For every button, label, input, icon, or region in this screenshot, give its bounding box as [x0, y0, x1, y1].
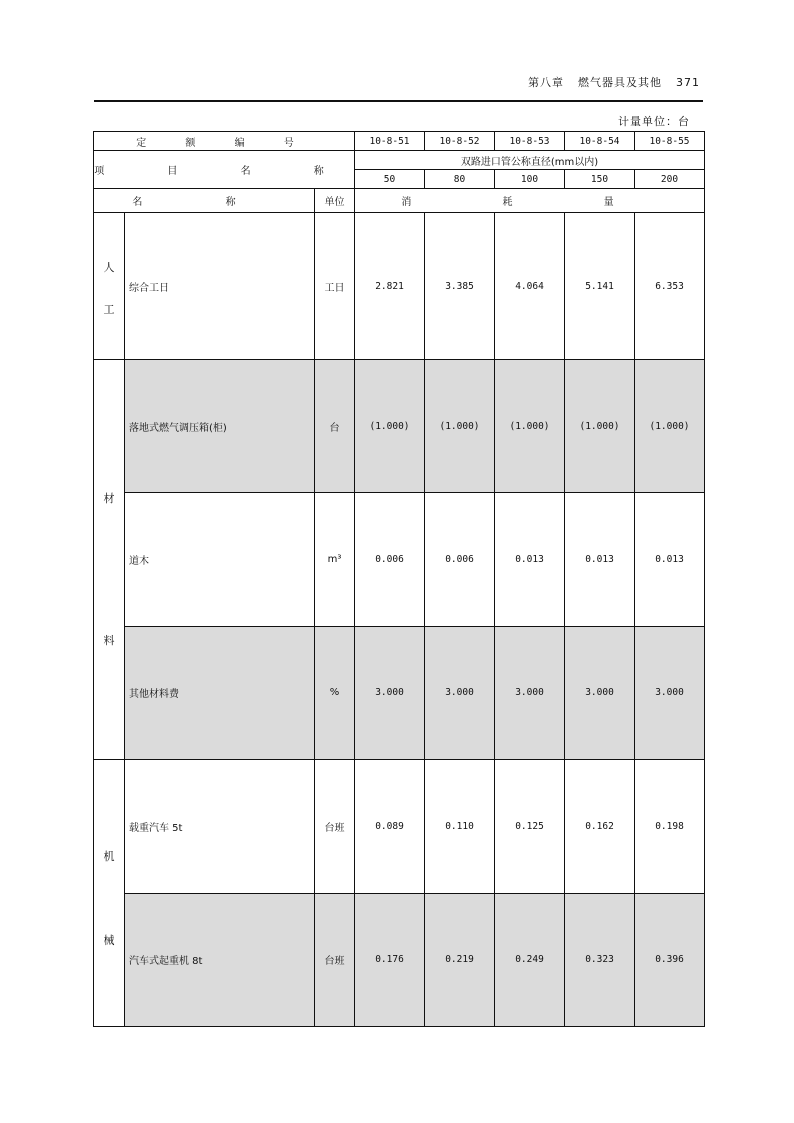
item-name-label [94, 151, 355, 189]
quota-no-text: 定 额 编 号 [136, 137, 312, 149]
value-cell: 0.013 [635, 493, 705, 626]
value-cell: 0.219 [425, 893, 495, 1027]
chapter-label: 第八章 [528, 76, 564, 89]
item-unit: 台 [315, 360, 355, 493]
header-rule [94, 100, 703, 102]
category-char: 料 [103, 634, 115, 647]
table-row [94, 760, 705, 894]
value-cell: 0.323 [565, 893, 635, 1027]
value-cell: 0.089 [355, 760, 425, 894]
item-unit: m³ [315, 493, 355, 626]
value-cell: 0.249 [495, 893, 565, 1027]
item-unit: % [315, 626, 355, 759]
name-column-text: 名 称 [132, 197, 276, 208]
quota-no-label [94, 132, 355, 151]
item-unit: 台班 [315, 760, 355, 894]
item-name: 综合工日 [125, 213, 315, 360]
quota-table [93, 131, 705, 1027]
value-cell: 3.000 [495, 626, 565, 759]
value-cell: (1.000) [355, 360, 425, 493]
table-row [94, 360, 705, 493]
value-cell: 0.013 [495, 493, 565, 626]
value-cell: 0.396 [635, 893, 705, 1027]
quota-code: 10-8-52 [425, 132, 495, 151]
value-cell: 6.353 [635, 213, 705, 360]
value-cell: 0.110 [425, 760, 495, 894]
value-cell: 0.162 [565, 760, 635, 894]
diameter-value: 50 [355, 170, 425, 189]
item-name: 载重汽车 5t [125, 760, 315, 894]
item-name: 道木 [125, 493, 315, 626]
category-char: 工 [103, 303, 115, 316]
column-header-row [94, 189, 705, 213]
value-cell: 3.000 [425, 626, 495, 759]
diameter-label-row [94, 151, 705, 170]
category-char: 机 [103, 850, 115, 863]
diameter-value: 100 [495, 170, 565, 189]
value-cell: (1.000) [635, 360, 705, 493]
item-unit: 台班 [315, 893, 355, 1027]
quota-code: 10-8-55 [635, 132, 705, 151]
page-number: 371 [676, 76, 700, 89]
value-cell: 0.198 [635, 760, 705, 894]
value-cell: 3.000 [635, 626, 705, 759]
category-material [94, 360, 125, 760]
value-cell: 0.006 [425, 493, 495, 626]
quota-code: 10-8-53 [495, 132, 565, 151]
category-labor [94, 213, 125, 360]
value-cell: 0.125 [495, 760, 565, 894]
value-cell: 0.013 [565, 493, 635, 626]
consumption-header [355, 189, 705, 213]
name-column-header [94, 189, 315, 213]
item-name-text: 项 目 名 称 [94, 166, 354, 177]
diameter-value: 200 [635, 170, 705, 189]
table-row [94, 626, 705, 759]
category-machine [94, 760, 125, 1027]
value-cell: 0.006 [355, 493, 425, 626]
table-row [94, 493, 705, 626]
table-row [94, 893, 705, 1027]
item-name: 落地式燃气调压箱(柜) [125, 360, 315, 493]
value-cell: 0.176 [355, 893, 425, 1027]
value-cell: (1.000) [565, 360, 635, 493]
category-char: 材 [103, 492, 115, 505]
value-cell: 3.000 [565, 626, 635, 759]
page-header [0, 74, 700, 90]
unit-column-header: 单位 [315, 189, 355, 213]
quota-code: 10-8-51 [355, 132, 425, 151]
item-unit: 工日 [315, 213, 355, 360]
category-char: 械 [103, 934, 115, 947]
value-cell: 4.064 [495, 213, 565, 360]
consumption-text: 消 耗 量 [401, 197, 658, 208]
value-cell: (1.000) [495, 360, 565, 493]
quota-code-row [94, 132, 705, 151]
category-char: 人 [103, 261, 115, 274]
value-cell: (1.000) [425, 360, 495, 493]
value-cell: 3.000 [355, 626, 425, 759]
table-row [94, 213, 705, 360]
value-cell: 5.141 [565, 213, 635, 360]
measurement-unit: 计量单位：台 [618, 115, 690, 128]
diameter-value: 80 [425, 170, 495, 189]
diameter-value: 150 [565, 170, 635, 189]
section-title: 燃气器具及其他 [578, 76, 662, 89]
item-name: 其他材料费 [125, 626, 315, 759]
item-name: 汽车式起重机 8t [125, 893, 315, 1027]
value-cell: 3.385 [425, 213, 495, 360]
quota-code: 10-8-54 [565, 132, 635, 151]
diameter-label: 双路进口管公称直径(mm以内) [355, 151, 705, 170]
value-cell: 2.821 [355, 213, 425, 360]
